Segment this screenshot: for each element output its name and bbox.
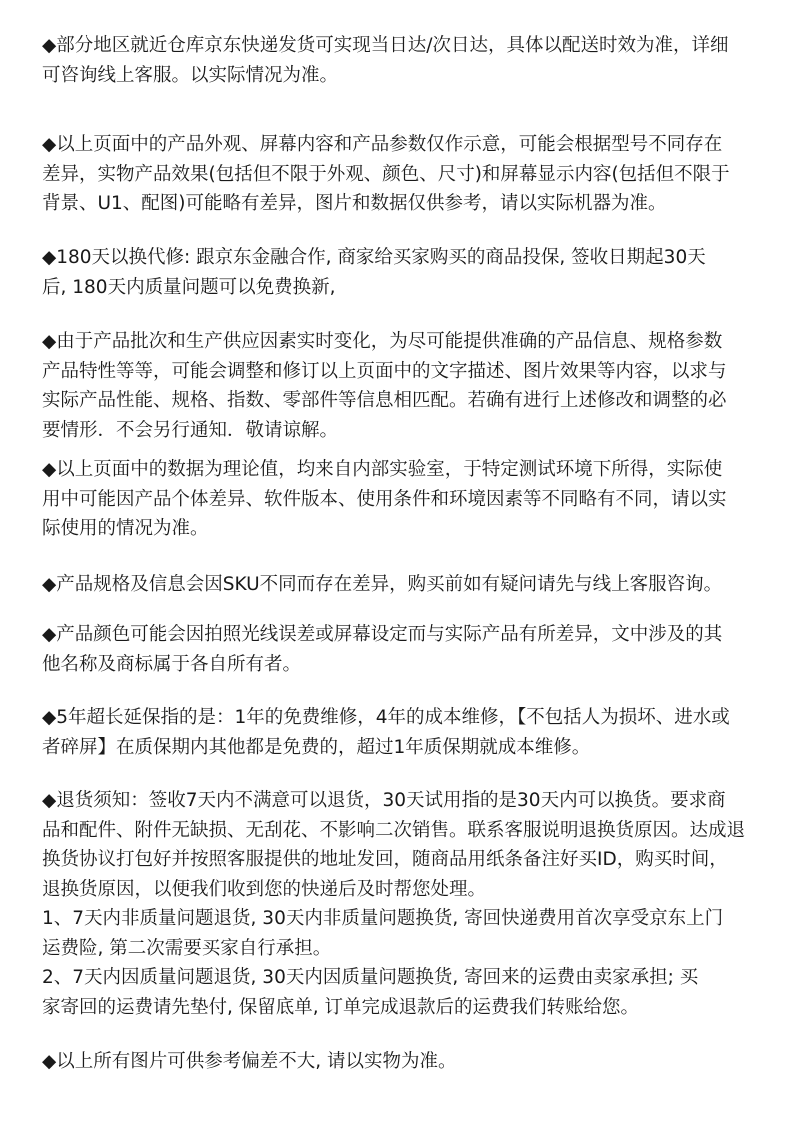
notice-paragraph xyxy=(42,786,762,1022)
paragraph-line: 家寄回的运费请先垫付, 保留底单, 订单完成退款后的运费我们转账给您。 xyxy=(42,996,640,1018)
paragraph-line: 背景、U1、配图)可能略有差异，图片和数据仅供参考，请以实际机器为准。 xyxy=(42,193,667,214)
paragraph-line: 实际产品性能、规格、指数、零部件等信息相匹配。若确有进行上述修改和调整的必 xyxy=(42,390,727,411)
paragraph-line: 运费险, 第二次需要买家自行承担。 xyxy=(42,937,332,959)
paragraph-line: 可咨询线上客服。以实际情况为准。 xyxy=(42,64,339,86)
notice-paragraph xyxy=(42,455,762,544)
paragraph-line: 产品特性等等，可能会调整和修订以上页面中的文字描述、图片效果等内容，以求与 xyxy=(42,360,727,382)
paragraph-line: ◆以上页面中的产品外观、屏幕内容和产品参数仅作示意，可能会根据型号不同存在 xyxy=(42,134,723,155)
paragraph-line: ◆产品颜色可能会因拍照光线误差或屏幕设定而与实际产品有所差异，文中涉及的其 xyxy=(42,624,723,645)
notice-paragraph xyxy=(42,703,762,762)
paragraph-line: 1、7天内非质量问题退货, 30天内非质量问题换货, 寄回快递费用首次享受京东上门 xyxy=(42,908,724,929)
paragraph-line: 他名称及商标属于各自所有者。 xyxy=(42,653,302,675)
notice-paragraph xyxy=(42,130,762,219)
notice-paragraph xyxy=(42,620,762,679)
paragraph-line: ◆部分地区就近仓库京东快递发货可实现当日达/次日达，具体以配送时效为准，详细 xyxy=(42,35,729,56)
paragraph-line: 要情形．不会另行通知．敬请谅解。 xyxy=(42,419,339,441)
paragraph-line: ◆5年超长延保指的是：1年的免费维修，4年的成本维修，【不包括人为损坏、进水或 xyxy=(42,707,730,728)
paragraph-line: 换货协议打包好并按照客服提供的地址发回，随商品用纸条备注好买ID，购买时间， xyxy=(42,849,728,870)
paragraph-line: ◆退货须知：签收7天内不满意可以退货，30天试用指的是30天内可以换货。要求商 xyxy=(42,790,726,811)
paragraph-line: ◆以上页面中的数据为理论值，均来自内部实验室，于特定测试环境下所得，实际使 xyxy=(42,459,723,480)
paragraph-line: 退换货原因，以便我们收到您的快递后及时帮您处理。 xyxy=(42,878,487,900)
paragraph-line: 后, 180天内质量问题可以免费换新, xyxy=(42,276,336,298)
notice-paragraph xyxy=(42,327,762,445)
notice-paragraph xyxy=(42,31,762,90)
notice-paragraph xyxy=(42,243,762,302)
notice-paragraph xyxy=(42,570,762,600)
notice-paragraph xyxy=(42,1047,762,1077)
paragraph-line: 品和配件、附件无缺损、无刮花、不影响二次销售。联系客服说明退换货原因。达成退 xyxy=(42,819,746,841)
paragraph-line: 际使用的情况为准。 xyxy=(42,518,209,539)
paragraph-line: 用中可能因产品个体差异、软件版本、使用条件和环境因素等不同略有不同，请以实 xyxy=(42,488,727,510)
paragraph-line: ◆以上所有图片可供参考偏差不大, 请以实物为准。 xyxy=(42,1051,457,1072)
paragraph-line: 2、7天内因质量问题退货, 30天内因质量问题换货, 寄回来的运费由卖家承担; 买 xyxy=(42,967,699,988)
paragraph-line: ◆180天以换代修: 跟京东金融合作, 商家给买家购买的商品投保, 签收日期起30天 xyxy=(42,247,706,268)
paragraph-line: 差异，实物产品效果(包括但不限于外观、颜色、尺寸)和屏幕显示内容(包括但不限于 xyxy=(42,163,730,185)
paragraph-line: ◆由于产品批次和生产供应因素实时变化，为尽可能提供准确的产品信息、规格参数 xyxy=(42,331,723,352)
paragraph-line: 者碎屏】在质保期内其他都是免费的，超过1年质保期就成本维修。 xyxy=(42,736,591,758)
paragraph-line: ◆产品规格及信息会因SKU不同而存在差异，购买前如有疑问请先与线上客服咨询。 xyxy=(42,574,723,595)
